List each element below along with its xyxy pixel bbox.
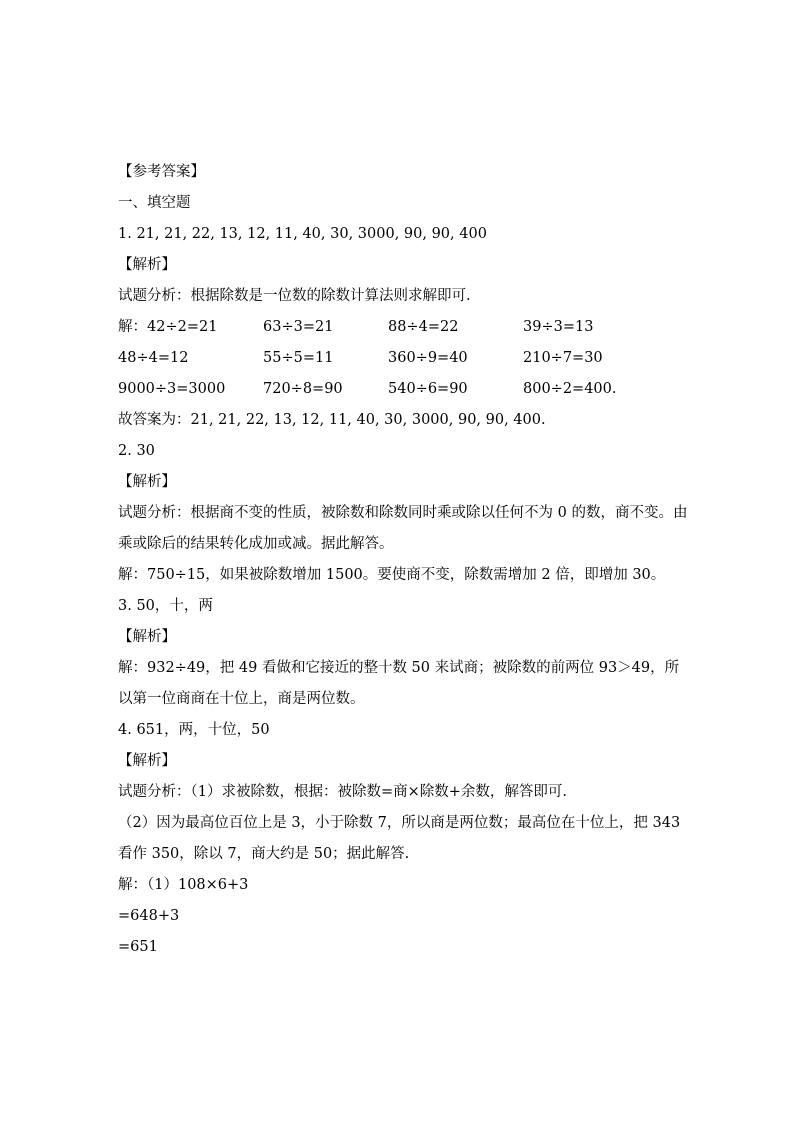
q4-analysis-1: 试题分析：（1）求被除数，根据：被除数=商×除数+余数，解答即可. <box>118 784 568 800</box>
q1-solution-row <box>118 374 688 405</box>
answer-document <box>118 157 688 963</box>
q1-analysis: 试题分析：根据除数是一位数的除数计算法则求解即可. <box>118 288 471 304</box>
q2-answer: 2. 30 <box>118 443 155 459</box>
q1-calc: 210÷7=30 <box>523 350 603 366</box>
q1-calc: 88÷4=22 <box>388 319 459 335</box>
answer-header: 【参考答案】 <box>118 164 205 180</box>
q4-analysis-tag: 【解析】 <box>118 753 176 769</box>
q1-calc: 540÷6=90 <box>388 381 468 397</box>
q3-answer: 3. 50，十，两 <box>118 598 213 614</box>
q1-calc: 63÷3=21 <box>263 319 334 335</box>
q1-calc: 9000÷3=3000 <box>118 381 226 397</box>
q4-analysis-2: （2）因为最高位百位上是 3，小于除数 7，所以商是两位数；最高位在十位上，把 343 看作 350，除以 7，商大约是 50；据此解答. <box>118 815 681 862</box>
q4-answer: 4. 651，两，十位，50 <box>118 722 270 738</box>
q4-step: 解：（1）108×6+3 <box>118 877 249 893</box>
q2-analysis-tag: 【解析】 <box>118 474 176 490</box>
q1-calc: 720÷8=90 <box>263 381 343 397</box>
q1-answer: 1. 21, 21, 22, 13, 12, 11, 40, 30, 3000, 90, 90, 400 <box>118 226 487 242</box>
q3-solution: 解：932÷49，把 49 看做和它接近的整十数 50 来试商；被除数的前两位 93＞49，所以第一位商商在十位上，商是两位数。 <box>118 660 680 707</box>
q1-analysis-tag: 【解析】 <box>118 257 176 273</box>
q1-calc: 解：42÷2=21 <box>118 319 218 335</box>
q1-solution-row <box>118 312 688 343</box>
q4-step: =648+3 <box>118 908 180 924</box>
q1-conclusion: 故答案为：21, 21, 22, 13, 12, 11, 40, 30, 3000, 90, 90, 400. <box>118 412 546 428</box>
q1-calc: 39÷3=13 <box>523 319 594 335</box>
q1-calc: 360÷9=40 <box>388 350 468 366</box>
q1-calc: 55÷5=11 <box>263 350 334 366</box>
q3-analysis-tag: 【解析】 <box>118 629 176 645</box>
section-title: 一、填空题 <box>118 195 191 211</box>
q1-calc: 800÷2=400. <box>523 381 617 397</box>
q4-step: =651 <box>118 939 158 955</box>
q1-solution-row <box>118 343 688 374</box>
q2-solution: 解：750÷15，如果被除数增加 1500。要使商不变，除数需增加 2 倍，即增加 30。 <box>118 567 666 583</box>
q1-calc: 48÷4=12 <box>118 350 189 366</box>
q2-analysis: 试题分析：根据商不变的性质，被除数和除数同时乘或除以任何不为 0 的数，商不变。由乘或除后的结果转化成加或减。据此解答。 <box>118 505 688 552</box>
